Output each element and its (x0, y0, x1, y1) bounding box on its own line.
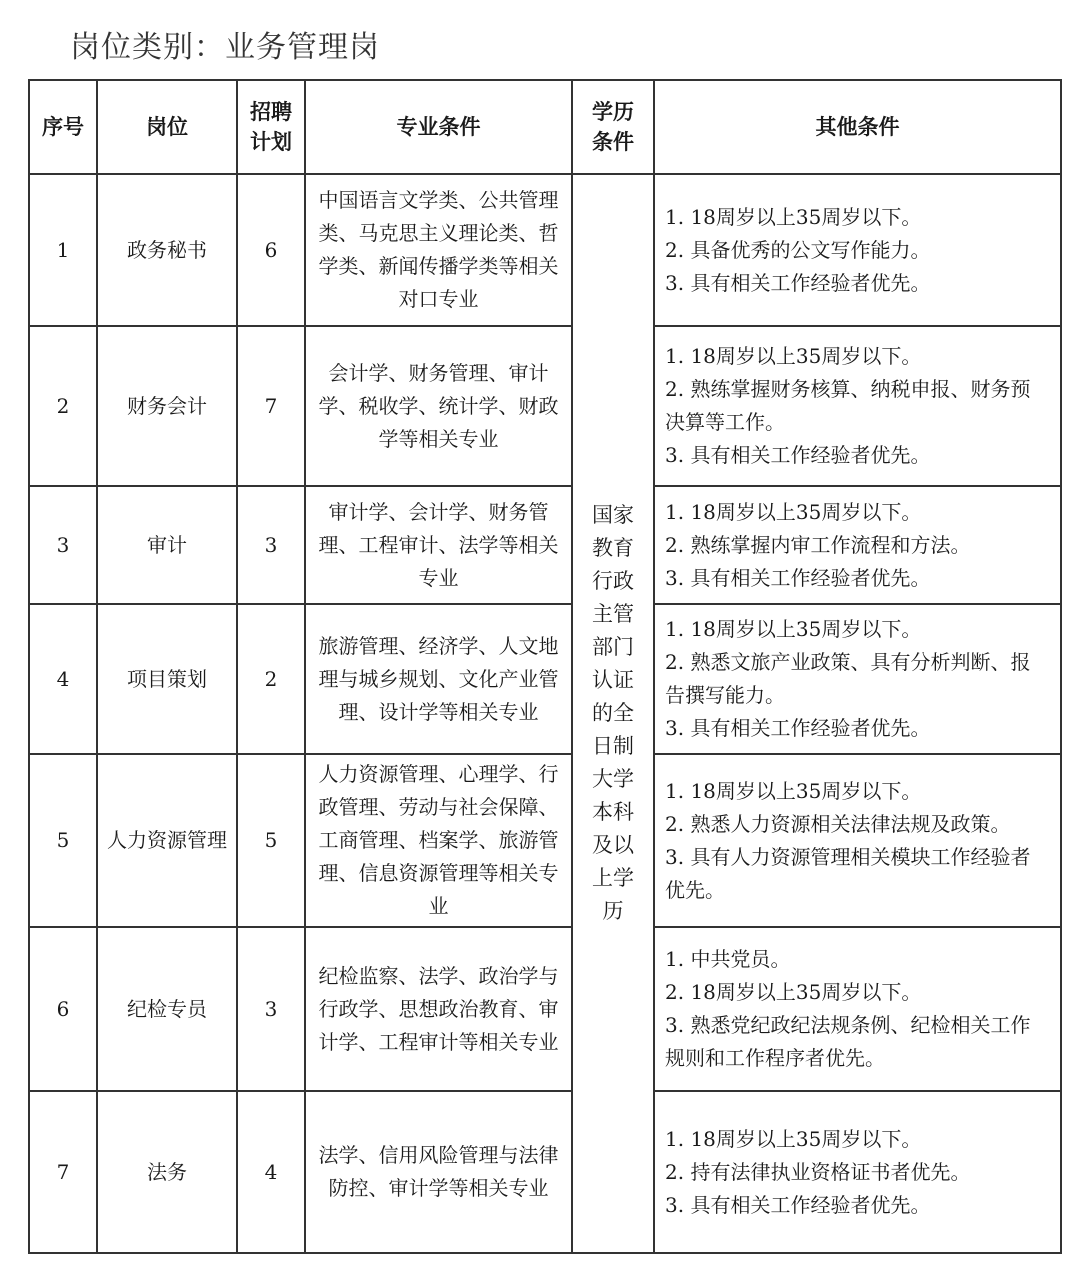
cell-other (654, 927, 1061, 1091)
table-row (29, 604, 1061, 754)
header-major: 专业条件 (305, 80, 572, 174)
cell-education (572, 174, 654, 1253)
header-plan-line1: 招聘 (250, 100, 292, 124)
cell-seq: 7 (29, 1091, 97, 1253)
other-line: 3. 具有相关工作经验者优先。 (665, 270, 931, 295)
table-row (29, 326, 1061, 486)
cell-plan: 5 (237, 754, 305, 927)
other-line: 1. 18周岁以上35周岁以下。 (665, 617, 922, 641)
cell-plan: 4 (237, 1091, 305, 1253)
table-header-row (29, 80, 1061, 174)
cell-position: 纪检专员 (97, 927, 237, 1091)
other-line: 1. 18周岁以上35周岁以下。 (665, 499, 922, 524)
cell-plan: 6 (237, 174, 305, 326)
other-line: 3. 熟悉党纪政纪法规条例、纪检相关工作规则和工作程序者优先。 (665, 1013, 1031, 1070)
other-line: 3. 具有人力资源管理相关模块工作经验者优先。 (665, 844, 1031, 902)
other-line: 2. 熟悉文旅产业政策、具有分析判断、报告撰写能力。 (665, 650, 1031, 707)
cell-major: 人力资源管理、心理学、行政管理、劳动与社会保障、工商管理、档案学、旅游管理、信息资源管理等相关专业 (305, 754, 572, 927)
header-plan (237, 80, 305, 174)
table-row (29, 1091, 1061, 1253)
header-edu-line1: 学历 (592, 100, 634, 124)
cell-other (654, 1091, 1061, 1253)
header-other: 其他条件 (654, 80, 1061, 174)
page-title: 岗位类别：业务管理岗 (70, 30, 380, 65)
cell-other (654, 486, 1061, 604)
header-seq: 序号 (29, 80, 97, 174)
table-row (29, 754, 1061, 927)
other-line: 3. 具有相关工作经验者优先。 (665, 1192, 931, 1217)
education-text: 国家教育行政主管部门认证的全日制大学本科及以上学历 (592, 503, 634, 923)
recruitment-table (28, 79, 1062, 1254)
other-line: 2. 熟悉人力资源相关法律法规及政策。 (665, 811, 1011, 836)
table-row (29, 174, 1061, 326)
other-line: 1. 18周岁以上35周岁以下。 (665, 1126, 922, 1151)
other-line: 2. 熟练掌握财务核算、纳税申报、财务预决算等工作。 (665, 377, 1031, 434)
cell-major: 会计学、财务管理、审计学、税收学、统计学、财政学等相关专业 (305, 326, 572, 486)
cell-plan: 3 (237, 927, 305, 1091)
other-line: 1. 18周岁以上35周岁以下。 (665, 204, 922, 229)
other-line: 2. 具备优秀的公文写作能力。 (665, 237, 931, 262)
table-row (29, 927, 1061, 1091)
cell-position: 项目策划 (97, 604, 237, 754)
other-line: 1. 18周岁以上35周岁以下。 (665, 778, 922, 803)
cell-seq: 5 (29, 754, 97, 927)
table-row (29, 486, 1061, 604)
other-line: 3. 具有相关工作经验者优先。 (665, 565, 931, 590)
header-position: 岗位 (97, 80, 237, 174)
other-line: 1. 18周岁以上35周岁以下。 (665, 344, 922, 368)
cell-seq: 2 (29, 326, 97, 486)
cell-plan: 7 (237, 326, 305, 486)
cell-position: 人力资源管理 (97, 754, 237, 927)
header-education (572, 80, 654, 174)
cell-seq: 4 (29, 604, 97, 754)
cell-seq: 1 (29, 174, 97, 326)
cell-major: 中国语言文学类、公共管理类、马克思主义理论类、哲学类、新闻传播学类等相关对口专业 (305, 174, 572, 326)
cell-position: 政务秘书 (97, 174, 237, 326)
cell-position: 财务会计 (97, 326, 237, 486)
cell-seq: 3 (29, 486, 97, 604)
other-line: 3. 具有相关工作经验者优先。 (665, 716, 931, 740)
cell-major: 法学、信用风险管理与法律防控、审计学等相关专业 (305, 1091, 572, 1253)
cell-other (654, 754, 1061, 927)
other-line: 2. 持有法律执业资格证书者优先。 (665, 1159, 971, 1184)
other-line: 2. 18周岁以上35周岁以下。 (665, 980, 922, 1004)
cell-position: 审计 (97, 486, 237, 604)
cell-plan: 2 (237, 604, 305, 754)
cell-other (654, 326, 1061, 486)
header-plan-line2: 计划 (250, 130, 292, 154)
header-edu-line2: 条件 (592, 130, 634, 154)
cell-seq: 6 (29, 927, 97, 1091)
cell-major: 审计学、会计学、财务管理、工程审计、法学等相关专业 (305, 486, 572, 604)
cell-major: 旅游管理、经济学、人文地理与城乡规划、文化产业管理、设计学等相关专业 (305, 604, 572, 754)
cell-plan: 3 (237, 486, 305, 604)
other-line: 3. 具有相关工作经验者优先。 (665, 443, 931, 467)
cell-major: 纪检监察、法学、政治学与行政学、思想政治教育、审计学、工程审计等相关专业 (305, 927, 572, 1091)
other-line: 2. 熟练掌握内审工作流程和方法。 (665, 532, 971, 557)
other-line: 1. 中共党员。 (665, 947, 791, 971)
cell-other (654, 604, 1061, 754)
cell-other (654, 174, 1061, 326)
cell-position: 法务 (97, 1091, 237, 1253)
